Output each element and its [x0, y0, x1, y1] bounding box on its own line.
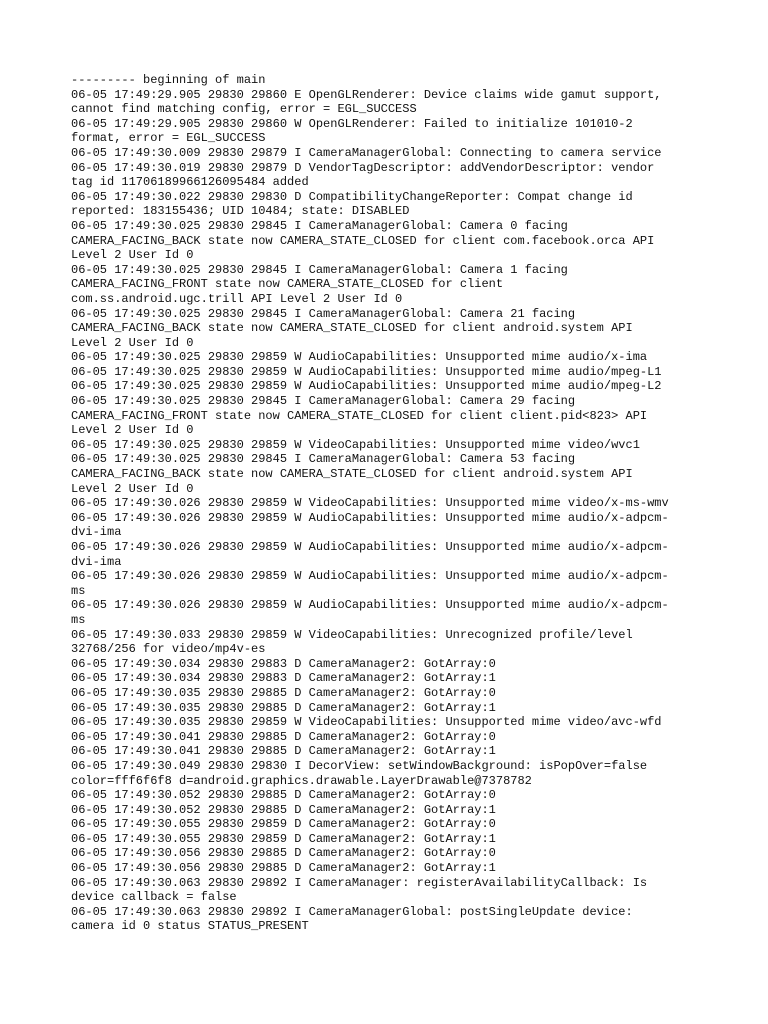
log-line: cannot find matching config, error = EGL_SUCCESS: [71, 102, 417, 117]
log-line: CAMERA_FACING_FRONT state now CAMERA_STATE_CLOSED for client: [71, 277, 504, 292]
log-line: 06-05 17:49:30.034 29830 29883 D CameraManager2: GotArray:0: [71, 656, 496, 671]
log-line: Level 2 User Id 0: [71, 481, 194, 496]
log-line: 06-05 17:49:30.026 29830 29859 W AudioCapabilities: Unsupported mime audio/x-adpcm-: [71, 540, 669, 554]
log-line: --------- beginning of main: [71, 73, 266, 87]
log-line: 06-05 17:49:30.025 29830 29859 W AudioCapabilities: Unsupported mime audio/x-ima: [71, 350, 648, 365]
log-line: ms: [71, 583, 86, 598]
log-line: 06-05 17:49:30.055 29830 29859 D CameraManager2: GotArray:1: [71, 831, 496, 846]
log-line: 06-05 17:49:30.019 29830 29879 D VendorTagDescriptor: addVendorDescriptor: vendor: [71, 160, 655, 175]
log-line: 06-05 17:49:30.025 29830 29845 I CameraManagerGlobal: Camera 29 facing: [71, 394, 576, 409]
log-line: 06-05 17:49:30.041 29830 29885 D CameraManager2: GotArray:1: [71, 744, 496, 759]
log-line: 06-05 17:49:30.035 29830 29859 W VideoCapabilities: Unsupported mime video/avc-wfd: [71, 715, 662, 730]
log-line: 06-05 17:49:30.035 29830 29885 D CameraManager2: GotArray:1: [71, 700, 496, 715]
log-line: CAMERA_FACING_BACK state now CAMERA_STATE_CLOSED for client com.facebook.orca API: [71, 233, 655, 248]
log-line: 06-05 17:49:30.026 29830 29859 W AudioCapabilities: Unsupported mime audio/x-adpcm-: [71, 598, 669, 613]
log-line: 06-05 17:49:30.009 29830 29879 I CameraManagerGlobal: Connecting to camera service: [71, 145, 662, 160]
log-line: 06-05 17:49:30.026 29830 29859 W AudioCapabilities: Unsupported mime audio/x-adpcm-: [71, 510, 669, 525]
log-line: 06-05 17:49:30.049 29830 29830 I DecorView: setWindowBackground: isPopOver=false: [71, 758, 648, 773]
log-line: 06-05 17:49:30.026 29830 29859 W VideoCapabilities: Unsupported mime video/x-ms-wmv: [71, 496, 669, 511]
log-line: 06-05 17:49:30.052 29830 29885 D CameraManager2: GotArray:0: [71, 788, 496, 803]
log-line: CAMERA_FACING_BACK state now CAMERA_STATE_CLOSED for client android.system API: [71, 467, 633, 482]
log-line: Level 2 User Id 0: [71, 248, 194, 263]
log-line: 32768/256 for video/mp4v-es: [71, 642, 266, 657]
log-line: 06-05 17:49:30.063 29830 29892 I CameraManagerGlobal: postSingleUpdate device:: [71, 904, 633, 919]
log-line: 06-05 17:49:30.025 29830 29845 I CameraManagerGlobal: Camera 53 facing: [71, 452, 576, 467]
log-line: 06-05 17:49:30.026 29830 29859 W AudioCapabilities: Unsupported mime audio/x-adpcm-: [71, 569, 669, 584]
log-line: 06-05 17:49:30.035 29830 29885 D CameraManager2: GotArray:0: [71, 685, 496, 700]
log-line: 06-05 17:49:30.025 29830 29859 W AudioCapabilities: Unsupported mime audio/mpeg-L2: [71, 379, 662, 394]
log-text-block: [71, 73, 721, 934]
log-line: com.ss.android.ugc.trill API Level 2 User Id 0: [71, 291, 403, 306]
log-line: 06-05 17:49:30.056 29830 29885 D CameraManager2: GotArray:0: [71, 846, 496, 861]
log-line: dvi-ima: [71, 525, 122, 540]
log-line: 06-05 17:49:30.034 29830 29883 D CameraManager2: GotArray:1: [71, 671, 496, 686]
log-line: reported: 183155436; UID 10484; state: DISABLED: [71, 204, 410, 219]
log-line: 06-05 17:49:30.052 29830 29885 D CameraManager2: GotArray:1: [71, 802, 496, 817]
log-line: 06-05 17:49:30.063 29830 29892 I CameraManager: registerAvailabilityCallback: Is: [71, 875, 648, 890]
log-line: 06-05 17:49:30.025 29830 29859 W AudioCapabilities: Unsupported mime audio/mpeg-L1: [71, 364, 662, 379]
log-line: 06-05 17:49:29.905 29830 29860 W OpenGLRenderer: Failed to initialize 101010-2: [71, 116, 633, 131]
log-line: 06-05 17:49:30.033 29830 29859 W VideoCapabilities: Unrecognized profile/level: [71, 627, 633, 642]
log-line: camera id 0 status STATUS_PRESENT: [71, 919, 309, 934]
log-line: CAMERA_FACING_BACK state now CAMERA_STATE_CLOSED for client android.system API: [71, 321, 633, 336]
log-line: Level 2 User Id 0: [71, 335, 194, 350]
log-line: 06-05 17:49:30.056 29830 29885 D CameraManager2: GotArray:1: [71, 861, 496, 876]
log-line: 06-05 17:49:30.022 29830 29830 D CompatibilityChangeReporter: Compat change id: [71, 189, 633, 204]
log-line: color=fff6f6f8 d=android.graphics.drawable.LayerDrawable@7378782: [71, 773, 532, 788]
log-line: 06-05 17:49:30.025 29830 29845 I CameraManagerGlobal: Camera 21 facing: [71, 306, 576, 321]
log-line: 06-05 17:49:30.025 29830 29845 I CameraManagerGlobal: Camera 0 facing: [71, 218, 568, 233]
log-line: Level 2 User Id 0: [71, 423, 194, 438]
log-line: tag id 11706189966126095484 added: [71, 175, 309, 190]
log-line: ms: [71, 612, 86, 627]
log-line: CAMERA_FACING_FRONT state now CAMERA_STATE_CLOSED for client client.pid<823> API: [71, 408, 648, 423]
log-line: format, error = EGL_SUCCESS: [71, 131, 266, 146]
log-line: dvi-ima: [71, 554, 122, 569]
log-line: 06-05 17:49:30.025 29830 29859 W VideoCapabilities: Unsupported mime video/wvc1: [71, 437, 640, 452]
log-line: 06-05 17:49:29.905 29830 29860 E OpenGLRenderer: Device claims wide gamut support,: [71, 87, 662, 102]
log-line: device callback = false: [71, 890, 237, 905]
log-line: 06-05 17:49:30.025 29830 29845 I CameraManagerGlobal: Camera 1 facing: [71, 262, 568, 277]
log-line: 06-05 17:49:30.055 29830 29859 D CameraManager2: GotArray:0: [71, 817, 496, 832]
log-line: 06-05 17:49:30.041 29830 29885 D CameraManager2: GotArray:0: [71, 729, 496, 744]
